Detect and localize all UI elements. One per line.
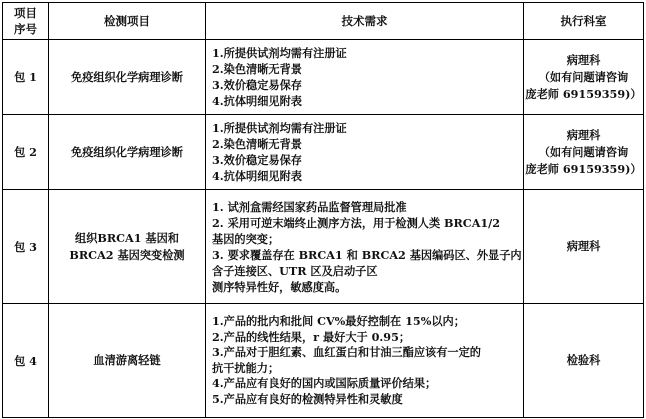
row-department (524, 40, 644, 115)
department-line: 庞老师 69159359)） (525, 161, 642, 176)
department-line: （如有问题请咨询 (538, 144, 629, 159)
requirement-line: 1.产品的批内和批间 CV%最好控制在 15%以内； (212, 314, 465, 328)
table-header-row (3, 3, 644, 40)
requirement-line: 4.抗体明细见附表 (212, 94, 302, 108)
row-department (524, 115, 644, 190)
requirement-line: 5.产品应有良好的检测特异性和灵敏度 (212, 391, 403, 406)
header-index-label: 项目 序号 (14, 6, 37, 36)
requirement-line: 2.产品的线性结果，r 最好大于 0.95； (212, 329, 411, 344)
requirement-line: 抗干扰能力； (212, 360, 280, 375)
requirement-line: 基因的突变； (212, 231, 280, 246)
header-requirements: 技术需求 (206, 3, 524, 40)
requirement-line: 3.产品对于胆红素、血红蛋白和甘油三酯应该有一定的 (212, 345, 481, 359)
row-department (524, 190, 644, 304)
requirement-line: 2. 采用可逆末端终止测序方法，用于检测人类 BRCA1/2 (212, 215, 501, 230)
department-line: 病理科 (566, 52, 601, 67)
header-index (3, 3, 49, 40)
row-item: 组织BRCA1 基因和 BRCA2 基因突变检测 (49, 190, 206, 304)
row-index: 包 3 (3, 190, 49, 304)
row-item: 免疫组织化学病理诊断 (49, 115, 206, 190)
table-row (3, 190, 644, 304)
header-department: 执行科室 (524, 3, 644, 40)
row-item: 血清游离轻链 (49, 304, 206, 418)
requirement-line: 1. 试剂盒需经国家药品监督管理局批准 (212, 199, 407, 214)
department-line: （如有问题请咨询 (538, 69, 629, 84)
row-requirements (206, 40, 524, 115)
row-index: 包 2 (3, 115, 49, 190)
department-line: 病理科 (566, 239, 601, 253)
requirement-line: 4.抗体明细见附表 (212, 169, 302, 183)
row-item: 免疫组织化学病理诊断 (49, 40, 206, 115)
requirement-line: 1.所提供试剂均需有注册证 (212, 121, 347, 135)
table-row (3, 304, 644, 418)
table-row (3, 115, 644, 190)
row-requirements (206, 115, 524, 190)
requirement-line: 1.所提供试剂均需有注册证 (212, 46, 347, 60)
row-requirements (206, 190, 524, 304)
row-index: 包 4 (3, 304, 49, 418)
header-item: 检测项目 (49, 3, 206, 40)
department-line: 庞老师 69159359)） (525, 86, 642, 101)
requirement-line: 2.染色清晰无背景 (212, 137, 302, 151)
requirement-line: 2.染色清晰无背景 (212, 62, 302, 76)
requirements-table (2, 2, 644, 418)
row-requirements (206, 304, 524, 418)
table-row (3, 40, 644, 115)
requirement-line: 测序特异性好，敏感度高。 (212, 279, 347, 294)
department-line: 检验科 (566, 353, 601, 367)
requirement-line: 4.产品应有良好的国内或国际质量评价结果； (212, 376, 437, 390)
requirement-line: 含子连接区、UTR 区及启动子区 (212, 263, 378, 278)
department-line: 病理科 (566, 127, 601, 142)
requirement-line: 3.效价稳定易保存 (212, 153, 302, 167)
row-index: 包 1 (3, 40, 49, 115)
requirement-line: 3. 要求覆盖存在 BRCA1 和 BRCA2 基因编码区、外显子内 (212, 247, 522, 262)
requirement-line: 3.效价稳定易保存 (212, 78, 302, 92)
row-department (524, 304, 644, 418)
